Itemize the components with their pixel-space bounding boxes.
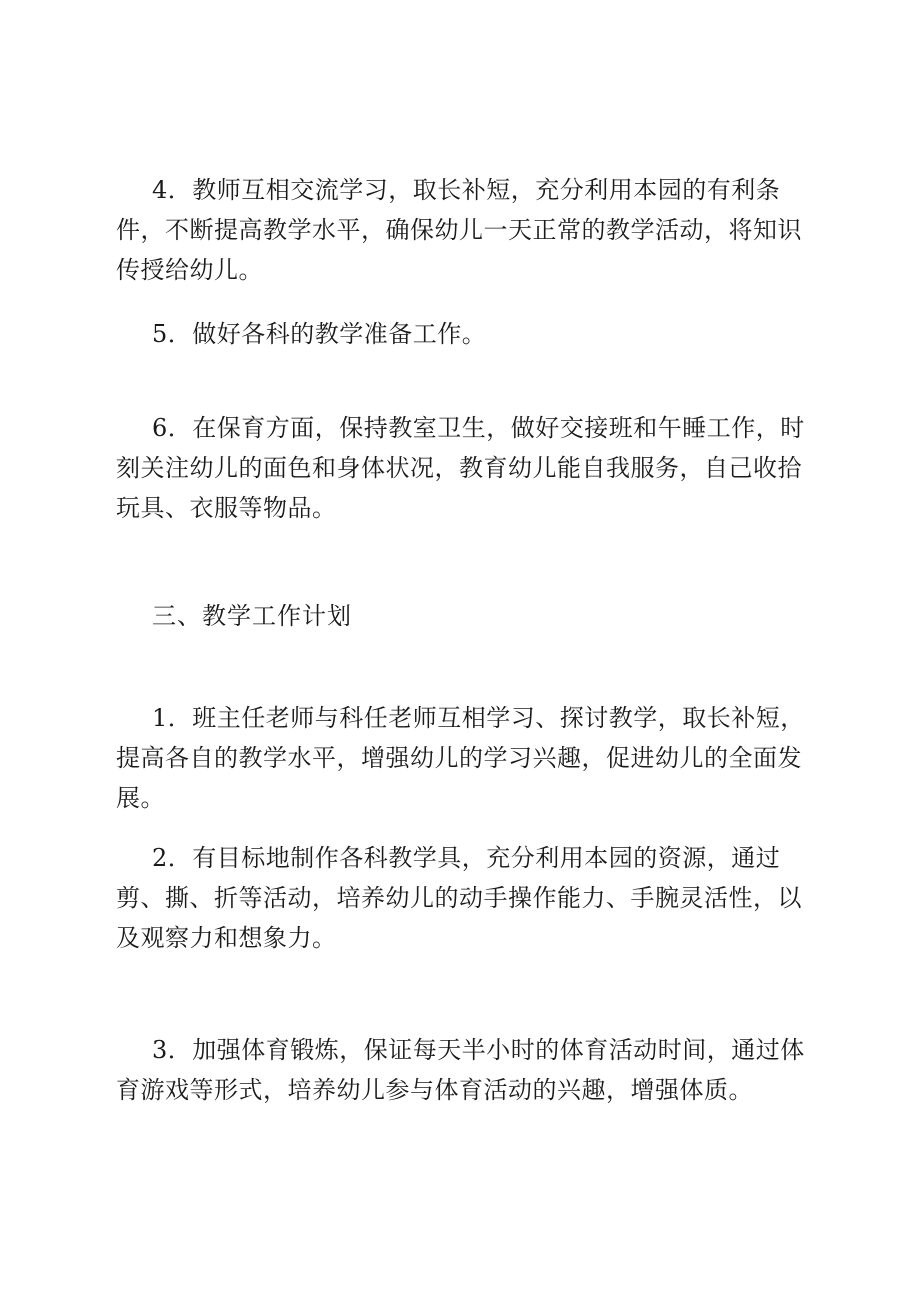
plan-item-2: 2．有目标地制作各科教学具，充分利用本园的资源，通过剪、撕、折等活动，培养幼儿的动手操作能力、手腕灵活性，以及观察力和想象力。 <box>116 844 802 952</box>
paragraph-item-6: 6．在保育方面，保持教室卫生，做好交接班和午睡工作，时刻关注幼儿的面色和身体状况，教育幼儿能自我服务，自己收拾玩具、衣服等物品。 <box>116 414 805 522</box>
plan-item-1: 1．班主任老师与科任老师互相学习、探讨教学，取长补短，提高各自的教学水平，增强幼儿的学习兴趣，促进幼儿的全面发展。 <box>116 704 805 812</box>
plan-item-3: 3．加强体育锻炼，保证每天半小时的体育活动时间，通过体育游戏等形式，培养幼儿参与体育活动的兴趣，增强体质。 <box>116 1036 805 1104</box>
paragraph-item-5: 5．做好各科的教学准备工作。 <box>152 320 487 348</box>
section-heading: 三、教学工作计划 <box>152 602 352 630</box>
paragraph-item-4: 4．教师互相交流学习，取长补短，充分利用本园的有利条件，不断提高教学水平，确保幼儿一天正常的教学活动，将知识传授给幼儿。 <box>116 176 802 284</box>
